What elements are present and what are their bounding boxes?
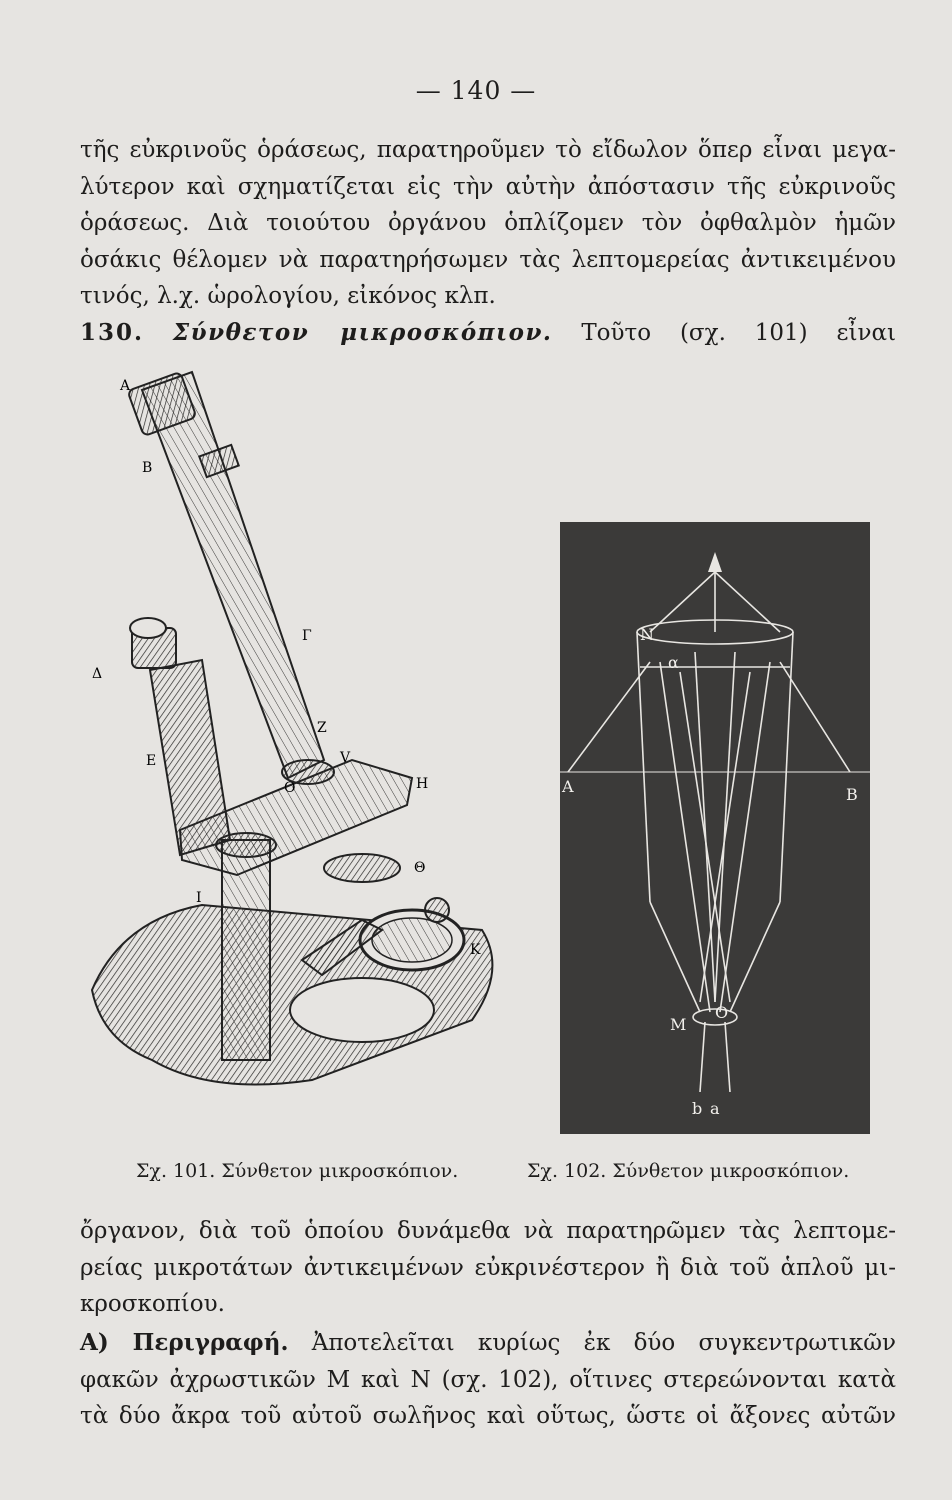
text-line: τὰ δύο ἄκρα τοῦ αὐτοῦ σωλῆνος καὶ οὕτως, ὥστε οἱ ἄξονες αὐτῶν — [80, 1403, 896, 1429]
text-line — [80, 1325, 896, 1362]
section-title: Σύνθετον μικροσκόπιον. — [172, 318, 553, 346]
label-M: M — [670, 1015, 687, 1034]
label-I: I — [196, 890, 202, 906]
label-D: Δ — [92, 666, 103, 682]
label-K: K — [470, 942, 481, 958]
text-line: ὁσάκις θέλομεν νὰ παρατηρήσωμεν τὰς λεπτομερείας ἀντικειμένου — [80, 246, 896, 273]
figure-101-caption: Σχ. 101. Σύνθετον μικροσκόπιον. — [136, 1160, 459, 1182]
text-line: ρείας μικροτάτων ἀντικειμένων εὐκρινέστερον ἢ διὰ τοῦ ἁπλοῦ μι- — [80, 1254, 896, 1281]
paragraph-intro — [80, 132, 896, 351]
section-tail: Τοῦτο (σχ. 101) εἶναι — [581, 319, 896, 346]
section-heading-line — [80, 315, 896, 352]
section-number: 130. — [80, 318, 145, 346]
paragraph-continuation — [80, 1213, 896, 1323]
label-A: A — [562, 777, 574, 796]
text-line: ὄργανον, διὰ τοῦ ὁποίου δυνάμεθα νὰ παρατηρῶμεν τὰς λεπτομε- — [80, 1218, 896, 1244]
label-H: H — [416, 776, 429, 792]
figure-102-caption: Σχ. 102. Σύνθετον μικροσκόπιον. — [527, 1160, 850, 1182]
microscope-ray-diagram-figure — [560, 522, 870, 1134]
label-O: O — [715, 1003, 729, 1022]
text-line: κροσκοπίου. — [80, 1291, 225, 1317]
label-a: a — [710, 1099, 720, 1118]
text-line: τινός, λ.χ. ὡρολογίου, εἰκόνος κλπ. — [80, 283, 496, 309]
paragraph-description — [80, 1325, 896, 1435]
label-V: V — [340, 750, 351, 766]
text-line: φακῶν ἀχρωστικῶν Μ καὶ Ν (σχ. 102), οἵτινες στερεώνονται κατὰ — [80, 1366, 896, 1393]
subsection-label: Α) Περιγραφή. — [80, 1329, 289, 1356]
subsection-text: Ἀποτελεῖται κυρίως ἐκ δύο συγκεντρωτικῶν — [311, 1330, 896, 1356]
label-E: E — [146, 753, 157, 769]
label-Z: Z — [317, 720, 327, 736]
text-line: ὁράσεως. Διὰ τοιούτου ὀργάνου ὁπλίζομεν τὸν ὀφθαλμὸν ἡμῶν — [80, 210, 896, 236]
label-G: Γ — [302, 628, 312, 644]
label-O: O — [284, 780, 296, 796]
microscope-engraving-figure — [62, 360, 518, 1100]
label-B: B — [846, 785, 858, 804]
page-number: — 140 — — [415, 76, 537, 105]
label-N: N — [640, 625, 654, 644]
label-alpha: α — [668, 653, 679, 672]
text-line: λύτερον καὶ σχηματίζεται εἰς τὴν αὐτὴν ἀπόστασιν τῆς εὐκρινοῦς — [80, 173, 896, 200]
label-b: b — [692, 1099, 703, 1118]
text-line: τῆς εὐκρινοῦς ὁράσεως, παρατηροῦμεν τὸ εἴδωλον ὅπερ εἶναι μεγα- — [80, 137, 896, 163]
label-Th: Θ — [414, 860, 426, 876]
label-B: B — [142, 460, 153, 476]
label-A: A — [120, 378, 131, 394]
